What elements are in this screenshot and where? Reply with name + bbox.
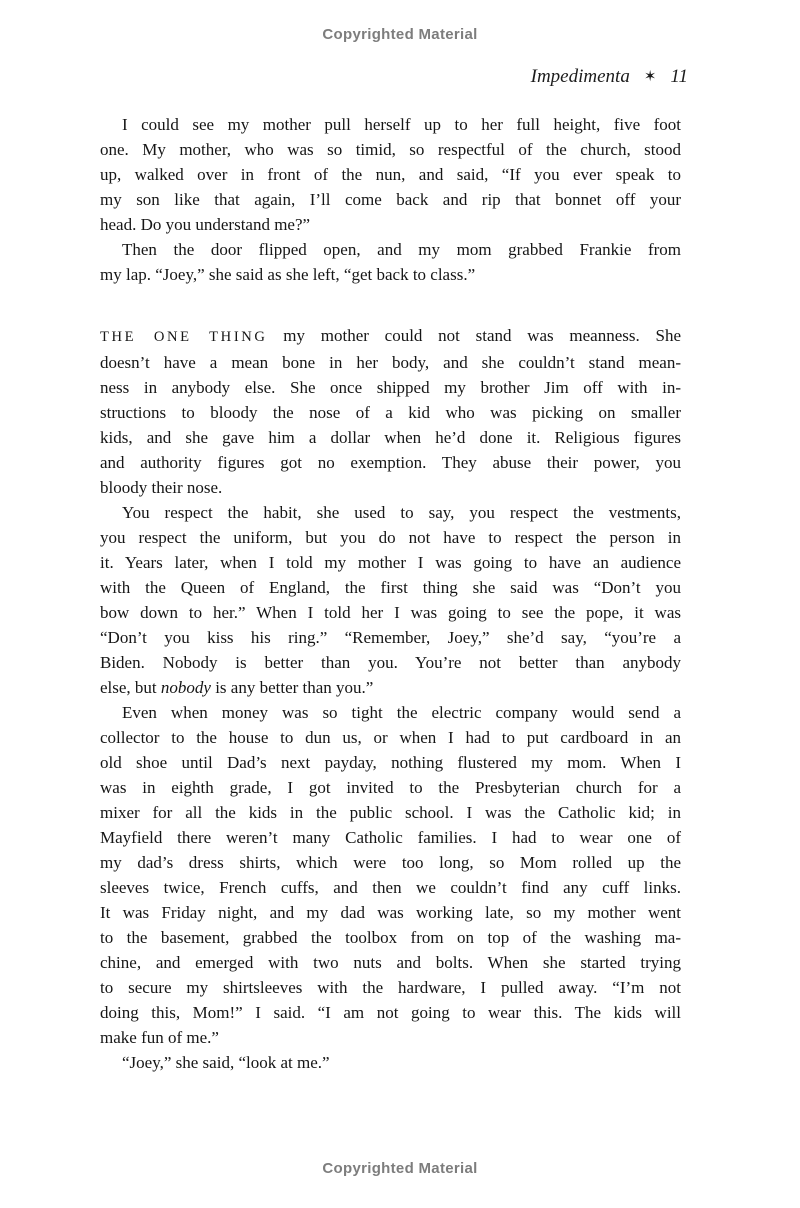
- text-segment: bloody their nose.: [100, 478, 223, 497]
- text-line: [100, 600, 681, 625]
- paragraph: [100, 237, 681, 287]
- text-line: [100, 1050, 681, 1075]
- text-segment: I could see my mother pull herself up to her full height, five foot: [122, 115, 681, 134]
- body-text: [100, 112, 681, 1075]
- text-segment: up, walked over in front of the nun, and said, “If you ever speak to: [100, 165, 681, 184]
- paragraph: [100, 1050, 681, 1075]
- small-caps-opener: THE ONE THING: [100, 329, 268, 345]
- text-segment: Then the door flipped open, and my mom grabbed Frankie from: [122, 240, 681, 259]
- text-line: [100, 675, 681, 700]
- text-segment: sleeves twice, French cuffs, and then we couldn’t find any cuff links.: [100, 878, 681, 897]
- text-segment: with the Queen of England, the first thing she said was “Don’t you: [100, 578, 681, 597]
- text-segment: my dad’s dress shirts, which were too long, so Mom rolled up the: [100, 853, 681, 872]
- text-segment: to secure my shirtsleeves with the hardware, I pulled away. “I’m not: [100, 978, 681, 997]
- text-segment: and authority figures got no exemption. They abuse their power, you: [100, 453, 681, 472]
- running-head: [531, 66, 688, 88]
- text-segment: Biden. Nobody is better than you. You’re not better than anybody: [100, 653, 681, 672]
- text-line: [100, 262, 681, 287]
- text-segment: it. Years later, when I told my mother I was going to have an audience: [100, 553, 681, 572]
- text-segment: Mayfield there weren’t many Catholic families. I had to wear one of: [100, 828, 681, 847]
- text-segment: Even when money was so tight the electric company would send a: [122, 703, 681, 722]
- text-line: [100, 625, 681, 650]
- text-segment: chine, and emerged with two nuts and bolts. When she started trying: [100, 953, 681, 972]
- text-line: [100, 350, 681, 375]
- text-line: [100, 237, 681, 262]
- copyright-notice-top: Copyrighted Material: [322, 26, 478, 43]
- copyright-notice-bottom: Copyrighted Material: [322, 1160, 478, 1177]
- text-segment: to the basement, grabbed the toolbox from on top of the washing ma-: [100, 928, 681, 947]
- text-line: [100, 137, 681, 162]
- text-segment: It was Friday night, and my dad was working late, so my mother went: [100, 903, 681, 922]
- text-line: [100, 500, 681, 525]
- text-segment: nobody: [160, 678, 211, 697]
- text-line: [100, 650, 681, 675]
- text-line: [100, 400, 681, 425]
- text-segment: my lap. “Joey,” she said as she left, “get back to class.”: [100, 265, 476, 284]
- star-ornament-icon: ✶: [643, 69, 657, 85]
- paragraph: [100, 500, 681, 700]
- text-line: [100, 875, 681, 900]
- text-segment: doing this, Mom!” I said. “I am not going to wear this. The kids will: [100, 1003, 681, 1022]
- text-line: [100, 112, 681, 137]
- text-line: [100, 825, 681, 850]
- text-segment: doesn’t have a mean bone in her body, and she couldn’t stand mean-: [100, 353, 681, 372]
- text-line: [100, 323, 681, 350]
- page-number: 11: [670, 66, 688, 87]
- text-segment: mixer for all the kids in the public school. I was the Catholic kid; in: [100, 803, 681, 822]
- text-segment: else, but: [100, 678, 161, 697]
- text-segment: my son like that again, I’ll come back and rip that bonnet off your: [100, 190, 681, 209]
- text-line: [100, 162, 681, 187]
- text-segment: you respect the uniform, but you do not have to respect the person in: [100, 528, 681, 547]
- text-line: [100, 775, 681, 800]
- text-segment: You respect the habit, she used to say, you respect the vestments,: [122, 503, 681, 522]
- text-segment: old shoe until Dad’s next payday, nothing flustered my mom. When I: [100, 753, 681, 772]
- text-segment: bow down to her.” When I told her I was going to see the pope, it was: [100, 603, 681, 622]
- text-line: [100, 900, 681, 925]
- text-line: [100, 750, 681, 775]
- text-line: [100, 375, 681, 400]
- text-segment: was in eighth grade, I got invited to the Presbyterian church for a: [100, 778, 681, 797]
- chapter-title: Impedimenta: [530, 66, 630, 87]
- text-line: [100, 850, 681, 875]
- text-line: [100, 575, 681, 600]
- text-segment: my mother could not stand was meanness. She: [267, 326, 681, 345]
- text-line: [100, 975, 681, 1000]
- text-line: [100, 1000, 681, 1025]
- text-line: [100, 925, 681, 950]
- text-line: [100, 475, 681, 500]
- text-segment: “Joey,” she said, “look at me.”: [122, 1053, 330, 1072]
- text-line: [100, 425, 681, 450]
- text-segment: collector to the house to dun us, or when I had to put cardboard in an: [100, 728, 681, 747]
- text-line: [100, 212, 681, 237]
- paragraph: [100, 700, 681, 1050]
- text-segment: make fun of me.”: [100, 1028, 219, 1047]
- text-segment: kids, and she gave him a dollar when he’d done it. Religious figures: [100, 428, 681, 447]
- text-line: [100, 550, 681, 575]
- text-segment: one. My mother, who was so timid, so respectful of the church, stood: [100, 140, 681, 159]
- text-line: [100, 800, 681, 825]
- text-line: [100, 725, 681, 750]
- text-line: [100, 950, 681, 975]
- text-line: [100, 700, 681, 725]
- text-segment: “Don’t you kiss his ring.” “Remember, Joey,” she’d say, “you’re a: [100, 628, 681, 647]
- paragraph: [100, 112, 681, 237]
- text-segment: structions to bloody the nose of a kid who was picking on smaller: [100, 403, 681, 422]
- text-line: [100, 525, 681, 550]
- text-segment: is any better than you.”: [210, 678, 374, 697]
- text-line: [100, 1025, 681, 1050]
- text-segment: ness in anybody else. She once shipped my brother Jim off with in-: [100, 378, 681, 397]
- text-line: [100, 187, 681, 212]
- text-line: [100, 450, 681, 475]
- text-segment: head. Do you understand me?”: [100, 215, 311, 234]
- paragraph: [100, 323, 681, 500]
